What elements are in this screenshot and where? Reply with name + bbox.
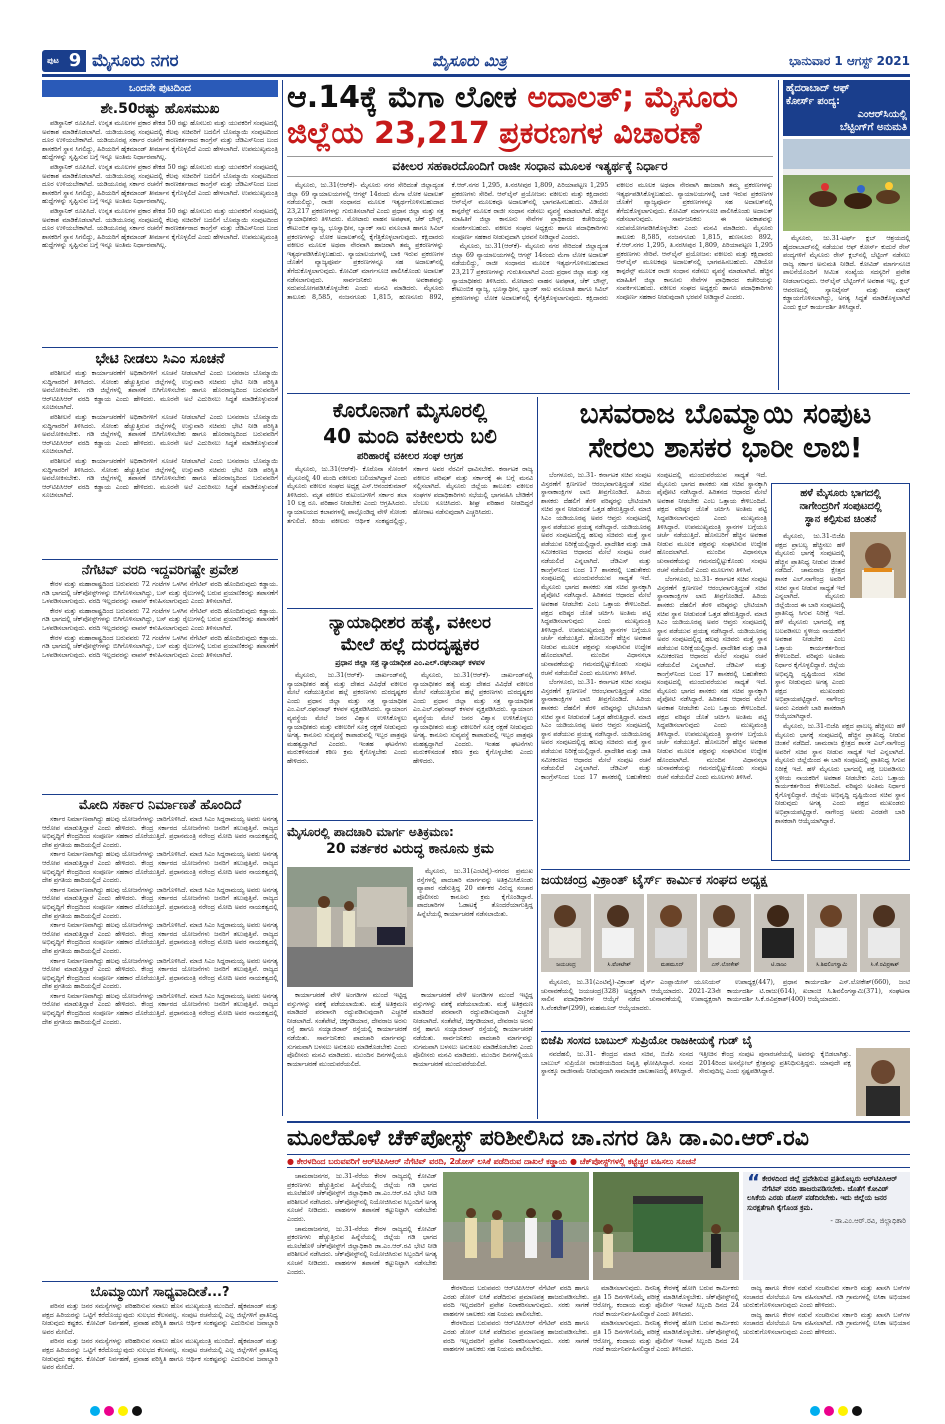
page-number: 9 (64, 50, 86, 72)
lok-adalat-story (287, 80, 773, 390)
union-photo-7 (860, 894, 910, 972)
union-photo-4 (700, 894, 750, 972)
portrait-lokesh (700, 894, 748, 958)
headline-black: ಆ.14ಕ್ಕೆ ಮೆಗಾ ಲೋಕ (287, 80, 517, 115)
footpath-photo (287, 867, 413, 987)
masthead-rule (42, 74, 910, 77)
lok-adalat-headline-line-1 (287, 80, 773, 116)
babul-photo (856, 1048, 910, 1116)
footpath-body: ಕಾರ್ಯಾಚರಣೆ ವೇಳೆ ಅಂಗಡಿಗಳ ಮುಂದೆ ಇಟ್ಟಿದ್ದ ವಸ್ತುಗಳನ್ನು ವಶಕ್ಕೆ ಪಡೆಯಲಾಯಿತು. ಮತ್ತೆ ಅತಿಕ್ರಮಣ ಮಾಡಿದರೆ ಪರವಾನಗಿ ರದ್ದುಪಡಿಸುವುದಾಗಿ ಎಚ್ಚರಿಕೆ ನೀಡಲಾಗಿದೆ. ಸಂತೆಪೇಟೆ, ಚಿಕ್ಕಗಡಿಯಾರ, ದೇವರಾಜ ಅರಸು ರಸ್ತೆ ಹಾಗೂ ಸಯ್ಯಾಜಿರಾವ್ ರಸ್ತೆಯಲ್ಲಿ ಕಾರ್ಯಾಚರಣೆ ನಡೆಯಿತು. ಸಾರ್ವಜನಿಕರು ಪಾದಚಾರಿ ಮಾರ್ಗವನ್ನು ಸುಗಮವಾಗಿ ಬಳಸಲು ಅನುಕೂಲ ಮಾಡಿಕೊಡಬೇಕು ಎಂದು ಪೊಲೀಸರು ಮನವಿ ಮಾಡಿದರು. ಮುಂದಿನ ದಿನಗಳಲ್ಲಿಯೂ ಕಾರ್ಯಾಚರಣೆ ಮುಂದುವರೆಯಲಿದೆ. ಕಾರ್ಯಾಚರಣೆ ವೇಳೆ ಅಂಗಡಿಗಳ ಮುಂದೆ ಇಟ್ಟಿದ್ದ ವಸ್ತುಗಳನ್ನು ವಶಕ್ಕೆ ಪಡೆಯಲಾಯಿತು. ಮತ್ತೆ ಅತಿಕ್ರಮಣ ಮಾಡಿದರೆ ಪರವಾನಗಿ ರದ್ದುಪಡಿಸುವುದಾಗಿ ಎಚ್ಚರಿಕೆ ನೀಡಲಾಗಿದೆ. ಸಂತೆಪೇಟೆ, ಚಿಕ್ಕಗಡಿಯಾರ, ದೇವರಾಜ ಅರಸು ರಸ್ತೆ ಹಾಗೂ ಸಯ್ಯಾಜಿರಾವ್ ರಸ್ತೆಯಲ್ಲಿ ಕಾರ್ಯಾಚರಣೆ ನಡೆಯಿತು. ಸಾರ್ವಜನಿಕರು ಪಾದಚಾರಿ ಮಾರ್ಗವನ್ನು ಸುಗಮವಾಗಿ ಬಳಸಲು ಅನುಕೂಲ ಮಾಡಿಕೊಡಬೇಕು ಎಂದು ಪೊಲೀಸರು ಮನವಿ ಮಾಡಿದರು. ಮುಂದಿನ ದಿನಗಳಲ್ಲಿಯೂ ಕಾರ್ಯಾಚರಣೆ ಮುಂದುವರೆಯಲಿದೆ. (287, 991, 533, 1068)
hyderabad-body: ಮೈಸೂರು, ಜು.31-ಟರ್ಫ್ ಕ್ಲಬ್ ಆಶ್ರಯದಲ್ಲಿ ಹೈದರಾಬಾದ್‌ನಲ್ಲಿ ನಡೆಯುವ ಆಫ್ ಕೋರ್ಸ್ ಕುದುರೆ ರೇಸ್ ಪಂದ್ಯಗಳಿಗೆ ಮೈಸೂರು ರೇಸ್ ಕ್ಲಬ್‌ನಲ್ಲಿ ಬೆಟ್ಟಿಂಗ್ ನಡೆಸಲು ರಾಜ್ಯ ಸರ್ಕಾರ ಅನುಮತಿ ನೀಡಿದೆ. ಕೋವಿಡ್ ಮಾರ್ಗಸೂಚಿ ಪಾಲನೆಯೊಂದಿಗೆ ಸೀಮಿತ ಸಂಖ್ಯೆಯ ಸದಸ್ಯರಿಗೆ ಪ್ರವೇಶ ನೀಡಲಾಗುವುದು. ಆನ್‌ಲೈನ್ ಬೆಟ್ಟಿಂಗ್‌ಗೆ ಅವಕಾಶ ಇಲ್ಲ. ಕ್ಲಬ್ ಆವರಣದಲ್ಲಿ ಸ್ಯಾನಿಟೈಸರ್ ಮತ್ತು ಮಾಸ್ಕ್ ಕಡ್ಡಾಯಗೊಳಿಸಲಾಗಿದ್ದು, ಅಗತ್ಯ ಸಿದ್ಧತೆ ಮಾಡಿಕೊಳ್ಳಲಾಗಿದೆ ಎಂದು ಕ್ಲಬ್ ಕಾರ್ಯದರ್ಶಿ ತಿಳಿಸಿದ್ದಾರೆ. (783, 234, 910, 311)
race-horses-image (783, 139, 910, 231)
dc-inspection-image (443, 1172, 589, 1280)
corona-title-2: 40 ಮಂದಿ ವಕೀಲರು ಬಲಿ (323, 424, 497, 448)
lok-adalat-subhead: ವಕೀಲರ ಸಹಕಾರದೊಂದಿಗೆ ರಾಜೀ ಸಂಧಾನ ಮೂಲಕ ಇತ್ಯರ್ಥಕ್ಕೆ ನಿರ್ಧಾರ (287, 156, 773, 177)
hyderabad-title (783, 80, 910, 136)
left-story-5-body: ಪರಿಸರ ಮತ್ತು ಜನರ ಸಮಸ್ಯೆಗಳನ್ನು ಪರಿಹರಿಸುವ ಸವಾಲು ಹೊಸ ಮುಖ್ಯಮಂತ್ರಿ ಮುಂದಿದೆ. ಹೈಕಮಾಂಡ್ ಮತ್ತು ಪಕ್ಷದ ಹಿರಿಯರನ್ನು ಒಟ್ಟಿಗೆ ಕರೆದೊಯ್ಯುವುದು ಸುಲಭದ ಕೆಲಸವಲ್ಲ. ಸಂಪುಟ ರಚನೆಯಲ್ಲಿ ಎಲ್ಲ ಜಿಲ್ಲೆಗಳಿಗೆ ಪ್ರಾತಿನಿಧ್ಯ ನೀಡುವುದು ಕಷ್ಟಕರ. ಕೋವಿಡ್ ನಿರ್ವಹಣೆ, ಪ್ರವಾಹ ಪರಿಸ್ಥಿತಿ ಹಾಗೂ ಆರ್ಥಿಕ ಸಂಕಷ್ಟವನ್ನು ಎದುರಿಸುವ ಜವಾಬ್ದಾರಿ ಅವರ ಮೇಲಿದೆ. ಪರಿಸರ ಮತ್ತು ಜನರ ಸಮಸ್ಯೆಗಳನ್ನು ಪರಿಹರಿಸುವ ಸವಾಲು ಹೊಸ ಮುಖ್ಯಮಂತ್ರಿ ಮುಂದಿದೆ. ಹೈಕಮಾಂಡ್ ಮತ್ತು ಪಕ್ಷದ ಹಿರಿಯರನ್ನು ಒಟ್ಟಿಗೆ ಕರೆದೊಯ್ಯುವುದು ಸುಲಭದ ಕೆಲಸವಲ್ಲ. ಸಂಪುಟ ರಚನೆಯಲ್ಲಿ ಎಲ್ಲ ಜಿಲ್ಲೆಗಳಿಗೆ ಪ್ರಾತಿನಿಧ್ಯ ನೀಡುವುದು ಕಷ್ಟಕರ. ಕೋವಿಡ್ ನಿರ್ವಹಣೆ, ಪ್ರವಾಹ ಪರಿಸ್ಥಿತಿ ಹಾಗೂ ಆರ್ಥಿಕ ಸಂಕಷ್ಟವನ್ನು ಎದುರಿಸುವ ಜವಾಬ್ದಾರಿ ಅವರ ಮೇಲಿದೆ. (42, 1302, 278, 1372)
corona-lawyers-story (287, 397, 533, 605)
registration-mark-magenta (104, 1406, 114, 1416)
checkpost-strip (287, 1154, 910, 1168)
registration-mark-magenta-2 (824, 1406, 834, 1416)
judge-subhead: ಪ್ರಧಾನ ಜಿಲ್ಲಾ ಸತ್ರ ನ್ಯಾಯಾಧೀಶ ಎಂ.ಎಲ್.ರಘುನಾಥ್ ಕಳವಳ (335, 658, 485, 667)
bommai-cabinet-story (541, 397, 910, 867)
left-story-3-body: ಕೇರಳ ಮತ್ತು ಮಹಾರಾಷ್ಟ್ರದಿಂದ ಬರುವವರು 72 ಗಂಟೆಗಳ ಒಳಗಿನ ನೆಗೆಟಿವ್ ವರದಿ ಹೊಂದಿರುವುದು ಕಡ್ಡಾಯ. ಗಡಿ ಭಾಗದಲ್ಲಿ ಚೆಕ್‌ಪೋಸ್ಟ್‌ಗಳನ್ನು ಬಿಗಿಗೊಳಿಸಲಾಗಿದ್ದು, ಬಸ್ ಮತ್ತು ರೈಲುಗಳಲ್ಲಿ ಬರುವ ಪ್ರಯಾಣಿಕರನ್ನು ತಪಾಸಣೆಗೆ ಒಳಪಡಿಸಲಾಗುವುದು. ವರದಿ ಇಲ್ಲದವರನ್ನು ವಾಪಸ್ ಕಳುಹಿಸಲಾಗುವುದು ಎಂದು ತಿಳಿಸಲಾಗಿದೆ. ಕೇರಳ ಮತ್ತು ಮಹಾರಾಷ್ಟ್ರದಿಂದ ಬರುವವರು 72 ಗಂಟೆಗಳ ಒಳಗಿನ ನೆಗೆಟಿವ್ ವರದಿ ಹೊಂದಿರುವುದು ಕಡ್ಡಾಯ. ಗಡಿ ಭಾಗದಲ್ಲಿ ಚೆಕ್‌ಪೋಸ್ಟ್‌ಗಳನ್ನು ಬಿಗಿಗೊಳಿಸಲಾಗಿದ್ದು, ಬಸ್ ಮತ್ತು ರೈಲುಗಳಲ್ಲಿ ಬರುವ ಪ್ರಯಾಣಿಕರನ್ನು ತಪಾಸಣೆಗೆ ಒಳಪಡಿಸಲಾಗುವುದು. ವರದಿ ಇಲ್ಲದವರನ್ನು ವಾಪಸ್ ಕಳುಹಿಸಲಾಗುವುದು ಎಂದು ತಿಳಿಸಲಾಗಿದೆ. ಕೇರಳ ಮತ್ತು ಮಹಾರಾಷ್ಟ್ರದಿಂದ ಬರುವವರು 72 ಗಂಟೆಗಳ ಒಳಗಿನ ನೆಗೆಟಿವ್ ವರದಿ ಹೊಂದಿರುವುದು ಕಡ್ಡಾಯ. ಗಡಿ ಭಾಗದಲ್ಲಿ ಚೆಕ್‌ಪೋಸ್ಟ್‌ಗಳನ್ನು ಬಿಗಿಗೊಳಿಸಲಾಗಿದ್ದು, ಬಸ್ ಮತ್ತು ರೈಲುಗಳಲ್ಲಿ ಬರುವ ಪ್ರಯಾಣಿಕರನ್ನು ತಪಾಸಣೆಗೆ ಒಳಪಡಿಸಲಾಗುವುದು. ವರದಿ ಇಲ್ಲದವರನ್ನು ವಾಪಸ್ ಕಳುಹಿಸಲಾಗುವುದು ಎಂದು ತಿಳಿಸಲಾಗಿದೆ. (42, 580, 278, 659)
caption: ಸಿ.ಕೆ.ರವಿಪ್ರಕಾಶ್ (870, 962, 900, 968)
checkpost-quote-box (743, 1172, 910, 1280)
hr-lead-bottom (287, 393, 910, 394)
left-story-4-body: ಸರ್ಕಾರ ನಿರ್ಮಾಣವಾಗಿದ್ದು ಹಲವು ಯೋಜನೆಗಳನ್ನು ಜಾರಿಗೊಳಿಸಿದೆ. ಮಾಜಿ ಸಿಎಂ ಸಿದ್ದರಾಮಯ್ಯ ಅವರು ಅನಗತ್ಯ ಆರೋಪ ಮಾಡುತ್ತಿದ್ದಾರೆ ಎಂದು ಹೇಳಿದರು. ಕೇಂದ್ರ ಸರ್ಕಾರದ ಯೋಜನೆಗಳು ಜನರಿಗೆ ತಲುಪುತ್ತಿವೆ. ರಾಜ್ಯದ ಅಭಿವೃದ್ಧಿಗೆ ಕೇಂದ್ರದಿಂದ ಸಂಪೂರ್ಣ ಸಹಕಾರ ದೊರೆಯುತ್ತಿದೆ. ಪ್ರಧಾನಮಂತ್ರಿ ನರೇಂದ್ರ ಮೋದಿ ಅವರ ನಾಯಕತ್ವದಲ್ಲಿ ದೇಶ ಪ್ರಗತಿಯ ಹಾದಿಯಲ್ಲಿದೆ ಎಂದರು. ಸರ್ಕಾರ ನಿರ್ಮಾಣವಾಗಿದ್ದು ಹಲವು ಯೋಜನೆಗಳನ್ನು ಜಾರಿಗೊಳಿಸಿದೆ. ಮಾಜಿ ಸಿಎಂ ಸಿದ್ದರಾಮಯ್ಯ ಅವರು ಅನಗತ್ಯ ಆರೋಪ ಮಾಡುತ್ತಿದ್ದಾರೆ ಎಂದು ಹೇಳಿದರು. ಕೇಂದ್ರ ಸರ್ಕಾರದ ಯೋಜನೆಗಳು ಜನರಿಗೆ ತಲುಪುತ್ತಿವೆ. ರಾಜ್ಯದ ಅಭಿವೃದ್ಧಿಗೆ ಕೇಂದ್ರದಿಂದ ಸಂಪೂರ್ಣ ಸಹಕಾರ ದೊರೆಯುತ್ತಿದೆ. ಪ್ರಧಾನಮಂತ್ರಿ ನರೇಂದ್ರ ಮೋದಿ ಅವರ ನಾಯಕತ್ವದಲ್ಲಿ ದೇಶ ಪ್ರಗತಿಯ ಹಾದಿಯಲ್ಲಿದೆ ಎಂದರು. ಸರ್ಕಾರ ನಿರ್ಮಾಣವಾಗಿದ್ದು ಹಲವು ಯೋಜನೆಗಳನ್ನು ಜಾರಿಗೊಳಿಸಿದೆ. ಮಾಜಿ ಸಿಎಂ ಸಿದ್ದರಾಮಯ್ಯ ಅವರು ಅನಗತ್ಯ ಆರೋಪ ಮಾಡುತ್ತಿದ್ದಾರೆ ಎಂದು ಹೇಳಿದರು. ಕೇಂದ್ರ ಸರ್ಕಾರದ ಯೋಜನೆಗಳು ಜನರಿಗೆ ತಲುಪುತ್ತಿವೆ. ರಾಜ್ಯದ ಅಭಿವೃದ್ಧಿಗೆ ಕೇಂದ್ರದಿಂದ ಸಂಪೂರ್ಣ ಸಹಕಾರ ದೊರೆಯುತ್ತಿದೆ. ಪ್ರಧಾನಮಂತ್ರಿ ನರೇಂದ್ರ ಮೋದಿ ಅವರ ನಾಯಕತ್ವದಲ್ಲಿ ದೇಶ ಪ್ರಗತಿಯ ಹಾದಿಯಲ್ಲಿದೆ ಎಂದರು. ಸರ್ಕಾರ ನಿರ್ಮಾಣವಾಗಿದ್ದು ಹಲವು ಯೋಜನೆಗಳನ್ನು ಜಾರಿಗೊಳಿಸಿದೆ. ಮಾಜಿ ಸಿಎಂ ಸಿದ್ದರಾಮಯ್ಯ ಅವರು ಅನಗತ್ಯ ಆರೋಪ ಮಾಡುತ್ತಿದ್ದಾರೆ ಎಂದು ಹೇಳಿದರು. ಕೇಂದ್ರ ಸರ್ಕಾರದ ಯೋಜನೆಗಳು ಜನರಿಗೆ ತಲುಪುತ್ತಿವೆ. ರಾಜ್ಯದ ಅಭಿವೃದ್ಧಿಗೆ ಕೇಂದ್ರದಿಂದ ಸಂಪೂರ್ಣ ಸಹಕಾರ ದೊರೆಯುತ್ತಿದೆ. ಪ್ರಧಾನಮಂತ್ರಿ ನರೇಂದ್ರ ಮೋದಿ ಅವರ ನಾಯಕತ್ವದಲ್ಲಿ ದೇಶ ಪ್ರಗತಿಯ ಹಾದಿಯಲ್ಲಿದೆ ಎಂದರು. ಸರ್ಕಾರ ನಿರ್ಮಾಣವಾಗಿದ್ದು ಹಲವು ಯೋಜನೆಗಳನ್ನು ಜಾರಿಗೊಳಿಸಿದೆ. ಮಾಜಿ ಸಿಎಂ ಸಿದ್ದರಾಮಯ್ಯ ಅವರು ಅನಗತ್ಯ ಆರೋಪ ಮಾಡುತ್ತಿದ್ದಾರೆ ಎಂದು ಹೇಳಿದರು. ಕೇಂದ್ರ ಸರ್ಕಾರದ ಯೋಜನೆಗಳು ಜನರಿಗೆ ತಲುಪುತ್ತಿವೆ. ರಾಜ್ಯದ ಅಭಿವೃದ್ಧಿಗೆ ಕೇಂದ್ರದಿಂದ ಸಂಪೂರ್ಣ ಸಹಕಾರ ದೊರೆಯುತ್ತಿದೆ. ಪ್ರಧಾನಮಂತ್ರಿ ನರೇಂದ್ರ ಮೋದಿ ಅವರ ನಾಯಕತ್ವದಲ್ಲಿ ದೇಶ ಪ್ರಗತಿಯ ಹಾದಿಯಲ್ಲಿದೆ ಎಂದರು. ಸರ್ಕಾರ ನಿರ್ಮಾಣವಾಗಿದ್ದು ಹಲವು ಯೋಜನೆಗಳನ್ನು ಜಾರಿಗೊಳಿಸಿದೆ. ಮಾಜಿ ಸಿಎಂ ಸಿದ್ದರಾಮಯ್ಯ ಅವರು ಅನಗತ್ಯ ಆರೋಪ ಮಾಡುತ್ತಿದ್ದಾರೆ ಎಂದು ಹೇಳಿದರು. ಕೇಂದ್ರ ಸರ್ಕಾರದ ಯೋಜನೆಗಳು ಜನರಿಗೆ ತಲುಪುತ್ತಿವೆ. ರಾಜ್ಯದ ಅಭಿವೃದ್ಧಿಗೆ ಕೇಂದ್ರದಿಂದ ಸಂಪೂರ್ಣ ಸಹಕಾರ ದೊರೆಯುತ್ತಿದೆ. ಪ್ರಧಾನಮಂತ್ರಿ ನರೇಂದ್ರ ಮೋದಿ ಅವರ ನಾಯಕತ್ವದಲ್ಲಿ ದೇಶ ಪ್ರಗತಿಯ ಹಾದಿಯಲ್ಲಿದೆ ಎಂದರು. (42, 815, 278, 1026)
union-body-right: ಉಪಾಧ್ಯಕ್ಷ(447), ಪ್ರಧಾನ ಕಾರ್ಯದರ್ಶಿ ಎಸ್.ಲೋಕೇಶ್(660), ಜಂಟಿ ಕಾರ್ಯದರ್ಶಿ ಟಿ.ರಾಜು(614), ಖಜಾಂಚಿ ಸಿ.ಶಿವಲಿಂಗಸ್ವಾಮಿ(371), ಸಂಘಟನಾ ಕಾರ್ಯದರ್ಶಿ ಸಿ.ಕೆ.ರವಿಪ್ರಕಾಶ್(400) ಆಯ್ಕೆಯಾದರು. (727, 978, 910, 1004)
portrait-jayachandra (541, 894, 589, 958)
footpath-title-2: 20 ವರ್ತಕರ ವಿರುದ್ಧ ಕಾನೂನು ಕ್ರಮ (326, 841, 494, 857)
continued-banner: ಒಂದನೇ ಪುಟದಿಂದ (42, 80, 278, 97)
checkpost-col-4: ರಾಜ್ಯ ಹಾಗೂ ಕೇರಳ ನಡುವೆ ಸಂಚರಿಸುವ ಸರ್ಕಾರಿ ಮತ್ತು ಖಾಸಗಿ ಬಸ್‌ಗಳ ಸಂಚಾರದ ಮೇಲೆಯೂ ನಿಗಾ ವಹಿಸಲಾಗಿದೆ. ಗಡಿ ಗ್ರಾಮಗಳಲ್ಲಿ ಲಸಿಕಾ ಅಭಿಯಾನ ಚುರುಕುಗೊಳಿಸಲಾಗುವುದು ಎಂದು ಹೇಳಿದರು. ರಾಜ್ಯ ಹಾಗೂ ಕೇರಳ ನಡುವೆ ಸಂಚರಿಸುವ ಸರ್ಕಾರಿ ಮತ್ತು ಖಾಸಗಿ ಬಸ್‌ಗಳ ಸಂಚಾರದ ಮೇಲೆಯೂ ನಿಗಾ ವಹಿಸಲಾಗಿದೆ. ಗಡಿ ಗ್ರಾಮಗಳಲ್ಲಿ ಲಸಿಕಾ ಅಭಿಯಾನ ಚುರುಕುಗೊಳಿಸಲಾಗುವುದು ಎಂದು ಹೇಳಿದರು. (743, 1284, 910, 1336)
hyd-title-4: ಬೆಟ್ಟಿಂಗ್‌ಗೆ ಅನುಮತಿ (840, 122, 907, 133)
paper-name: ಮೈಸೂರು ಮಿತ್ರ (432, 52, 507, 70)
checkpost-booth-image (593, 1172, 739, 1280)
bommai-title-2: ಸೇರಲು ಶಾಸಕರ ಭಾರೀ ಲಾಬಿ! (588, 431, 863, 464)
traffic-police-image (287, 867, 413, 987)
union-story (541, 869, 910, 1029)
registration-mark-black (132, 1406, 142, 1416)
strip-right: ಚೆಕ್‌ಪೋಸ್ಟ್‌ಗಳಲ್ಲಿ ಕಟ್ಟೆಚ್ಚರ ವಹಿಸಲು ಸೂಚನೆ (579, 1157, 696, 1166)
footpath-title-1: ಮೈಸೂರಲ್ಲಿ ಪಾದಚಾರಿ ಮಾರ್ಗ ಅತಿಕ್ರಮಣ: (287, 825, 454, 839)
registration-mark-yellow-2 (838, 1406, 848, 1416)
checkpost-headline: ಮೂಲೆಹೊಳೆ ಚೆಕ್‌ಪೋಸ್ಟ್ ಪರಿಶೀಲಿಸಿದ ಚಾ.ನಗರ ಡಿಸಿ ಡಾ.ಎಂ.ಆರ್.ರವಿ (287, 1126, 809, 1151)
mid-column-divider (537, 397, 538, 1119)
old-mysore-box (771, 483, 910, 861)
lok-adalat-headline-line-2 (287, 116, 773, 152)
babul-body: ನವದೆಹಲಿ, ಜು.31- ಕೇಂದ್ರದ ಮಾಜಿ ಸಚಿವ, ಬಿಜೆಪಿ ಸಂಸದ ಬಾಬುಲ್ ಸುಪ್ರಿಯೋ ರಾಜಕೀಯದಿಂದ ನಿವೃತ್ತಿ ಘೋಷಿಸಿದ್ದಾರೆ. ಸಂಸದ ಸ್ಥಾನಕ್ಕೂ ರಾಜೀನಾಮೆ ನೀಡುವುದಾಗಿ ಸಾಮಾಜಿಕ ಜಾಲತಾಣದಲ್ಲಿ ತಿಳಿಸಿದ್ದಾರೆ. ಇತ್ತೀಚಿನ ಕೇಂದ್ರ ಸಂಪುಟ ಪುನಾರಚನೆಯಲ್ಲಿ ಅವರನ್ನು ಕೈಬಿಡಲಾಗಿತ್ತು. 2014ರಿಂದ ಅಸನ್ಸೋಲ್ ಕ್ಷೇತ್ರವನ್ನು ಪ್ರತಿನಿಧಿಸುತ್ತಿದ್ದರು. ಯಾವುದೇ ಪಕ್ಷ ಸೇರುವುದಿಲ್ಲ ಎಂದು ಸ್ಪಷ್ಟಪಡಿಸಿದ್ದಾರೆ. (541, 1050, 851, 1076)
caption: ಸಿ.ವೆಂಕಟೇಶ್ (607, 962, 631, 968)
union-photo-1 (541, 894, 591, 972)
headline-red-2: ಜಿಲ್ಲೆಯ 23,217 (287, 116, 490, 151)
babul-portrait (856, 1048, 910, 1116)
masthead (42, 48, 910, 74)
left-story-1-body: ಪಡಿಸ್ಥಾನಿಕ್ ರೂಪಿಸಿದೆ. ಉನ್ನತ ಮೂಲಗಳ ಪ್ರಕಾರ ಶೇಕಡ 50 ರಷ್ಟು ಹೊಸಬರು ಮತ್ತು ಯುವಕರಿಗೆ ಸಂಪುಟದಲ್ಲಿ ಅವಕಾಶ ಮಾಡಿಕೊಡಲಾಗಿದೆ. ಯಡಿಯೂರಪ್ಪ ಸಂಪುಟದಲ್ಲಿ ಕೆಲವು ಸಚಿವರಿಗೆ ಬದಲಿಗೆ ಬೊಮ್ಮಾಯಿ ಸಂಪುಟದಿಂದ ದೂರ ಉಳಿಯಬೇಕಾಗಿದೆ. ಯಡಿಯೂರಪ್ಪ ಸರ್ಕಾರ ರಚನೆಗೆ ಕಾರಣಕರ್ತರಾದ ಕಾಂಗ್ರೆಸ್ ಮತ್ತು ಜೆಡಿಎಸ್‌ನಿಂದ ಬಂದ ಶಾಸಕರಿಗೆ ಸ್ಥಾನ ಸಿಗಲಿದ್ದು, ಹಿರಿಯರಿಗೆ ಹೈಕಮಾಂಡ್ ತೀರ್ಮಾನ ಕೈಗೊಳ್ಳಲಿದೆ ಎಂದು ಹೇಳಲಾಗಿದೆ. ಉಪಮುಖ್ಯಮಂತ್ರಿ ಹುದ್ದೆಗಳನ್ನು ಸೃಷ್ಟಿಸುವ ಬಗ್ಗೆ ಇನ್ನೂ ಅಂತಿಮ ನಿರ್ಧಾರವಾಗಿಲ್ಲ. ಪಡಿಸ್ಥಾನಿಕ್ ರೂಪಿಸಿದೆ. ಉನ್ನತ ಮೂಲಗಳ ಪ್ರಕಾರ ಶೇಕಡ 50 ರಷ್ಟು ಹೊಸಬರು ಮತ್ತು ಯುವಕರಿಗೆ ಸಂಪುಟದಲ್ಲಿ ಅವಕಾಶ ಮಾಡಿಕೊಡಲಾಗಿದೆ. ಯಡಿಯೂರಪ್ಪ ಸಂಪುಟದಲ್ಲಿ ಕೆಲವು ಸಚಿವರಿಗೆ ಬದಲಿಗೆ ಬೊಮ್ಮಾಯಿ ಸಂಪುಟದಿಂದ ದೂರ ಉಳಿಯಬೇಕಾಗಿದೆ. ಯಡಿಯೂರಪ್ಪ ಸರ್ಕಾರ ರಚನೆಗೆ ಕಾರಣಕರ್ತರಾದ ಕಾಂಗ್ರೆಸ್ ಮತ್ತು ಜೆಡಿಎಸ್‌ನಿಂದ ಬಂದ ಶಾಸಕರಿಗೆ ಸ್ಥಾನ ಸಿಗಲಿದ್ದು, ಹಿರಿಯರಿಗೆ ಹೈಕಮಾಂಡ್ ತೀರ್ಮಾನ ಕೈಗೊಳ್ಳಲಿದೆ ಎಂದು ಹೇಳಲಾಗಿದೆ. ಉಪಮುಖ್ಯಮಂತ್ರಿ ಹುದ್ದೆಗಳನ್ನು ಸೃಷ್ಟಿಸುವ ಬಗ್ಗೆ ಇನ್ನೂ ಅಂತಿಮ ನಿರ್ಧಾರವಾಗಿಲ್ಲ. ಪಡಿಸ್ಥಾನಿಕ್ ರೂಪಿಸಿದೆ. ಉನ್ನತ ಮೂಲಗಳ ಪ್ರಕಾರ ಶೇಕಡ 50 ರಷ್ಟು ಹೊಸಬರು ಮತ್ತು ಯುವಕರಿಗೆ ಸಂಪುಟದಲ್ಲಿ ಅವಕಾಶ ಮಾಡಿಕೊಡಲಾಗಿದೆ. ಯಡಿಯೂರಪ್ಪ ಸಂಪುಟದಲ್ಲಿ ಕೆಲವು ಸಚಿವರಿಗೆ ಬದಲಿಗೆ ಬೊಮ್ಮಾಯಿ ಸಂಪುಟದಿಂದ ದೂರ ಉಳಿಯಬೇಕಾಗಿದೆ. ಯಡಿಯೂರಪ್ಪ ಸರ್ಕಾರ ರಚನೆಗೆ ಕಾರಣಕರ್ತರಾದ ಕಾಂಗ್ರೆಸ್ ಮತ್ತು ಜೆಡಿಎಸ್‌ನಿಂದ ಬಂದ ಶಾಸಕರಿಗೆ ಸ್ಥಾನ ಸಿಗಲಿದ್ದು, ಹಿರಿಯರಿಗೆ ಹೈಕಮಾಂಡ್ ತೀರ್ಮಾನ ಕೈಗೊಳ್ಳಲಿದೆ ಎಂದು ಹೇಳಲಾಗಿದೆ. ಉಪಮುಖ್ಯಮಂತ್ರಿ ಹುದ್ದೆಗಳನ್ನು ಸೃಷ್ಟಿಸುವ ಬಗ್ಗೆ ಇನ್ನೂ ಅಂತಿಮ ನಿರ್ಧಾರವಾಗಿಲ್ಲ. (42, 119, 278, 250)
portrait-raju (754, 894, 802, 958)
old-mysore-title-3: ಸ್ಥಾನ ಕಲ್ಪಿಸುವ ಚಿಂತನೆ (804, 514, 877, 525)
judge-title-2: ಮೇಲೆ ಹಲ್ಲೆ ದುರದೃಷ್ಟಕರ (340, 635, 480, 655)
corona-body: ಮೈಸೂರು, ಜು.31(ಆರ್‌ಕೆ)- ಕೊರೊನಾ ಸೋಂಕಿಗೆ ಮೈಸೂರಲ್ಲಿ 40 ಮಂದಿ ವಕೀಲರು ಬಲಿಯಾಗಿದ್ದಾರೆ ಎಂದು ಮೈಸೂರು ವಕೀಲರ ಸಂಘದ ಅಧ್ಯಕ್ಷ ಎಸ್.ಆನಂದಕುಮಾರ್ ತಿಳಿಸಿದರು. ಮೃತ ವಕೀಲರ ಕುಟುಂಬಗಳಿಗೆ ಸರ್ಕಾರ ತಲಾ 10 ಲಕ್ಷ ರೂ. ಪರಿಹಾರ ನೀಡಬೇಕು ಎಂದು ಆಗ್ರಹಿಸಿದರು. ನ್ಯಾಯಾಲಯದ ಕಲಾಪಗಳಲ್ಲಿ ಪಾಲ್ಗೊಂಡಿದ್ದ ವೇಳೆ ಸೋಂಕು ತಗುಲಿದೆ. ಕಿರಿಯ ವಕೀಲರು ಆರ್ಥಿಕ ಸಂಕಷ್ಟದಲ್ಲಿದ್ದು, ಸರ್ಕಾರ ಅವರ ನೆರವಿಗೆ ಧಾವಿಸಬೇಕು. ಕರ್ನಾಟಕ ರಾಜ್ಯ ವಕೀಲರ ಪರಿಷತ್ ಮತ್ತು ಸರ್ಕಾರಕ್ಕೆ ಈ ಬಗ್ಗೆ ಮನವಿ ಸಲ್ಲಿಸಲಾಗಿದೆ. ಮೈಸೂರು ಜಿಲ್ಲೆಯ ತಾಲೂಕು ವಕೀಲರ ಸಂಘಗಳ ಪದಾಧಿಕಾರಿಗಳು ಸಭೆಯಲ್ಲಿ ಭಾಗವಹಿಸಿ ಬೇಡಿಕೆಗೆ ಬೆಂಬಲ ಸೂಚಿಸಿದರು. ಶೀಘ್ರ ಪರಿಹಾರ ನೀಡದಿದ್ದರೆ ಹೋರಾಟ ನಡೆಸುವುದಾಗಿ ಎಚ್ಚರಿಸಿದರು. (287, 465, 533, 525)
hyderabad-race-story (778, 80, 910, 390)
judge-title-1: ನ್ಯಾಯಾಧೀಶರ ಹತ್ಯೆ, ವಕೀಲರ (328, 613, 492, 633)
union-photo-5 (754, 894, 804, 972)
babul-title: ಬಿಜೆಪಿ ಸಂಸದ ಬಾಬುಲ್ ಸುಪ್ರಿಯೋ ರಾಜಕೀಯಕ್ಕೆ ಗುಡ್ ಬೈ (541, 1034, 753, 1047)
section-name: ಮೈಸೂರು ನಗರ (92, 51, 179, 71)
left-story-2-title: ಭೇಟಿ ನೀಡಲು ಸಿಎಂ ಸೂಚನೆ (42, 347, 278, 367)
quote-author: - ಡಾ.ಎಂ.ಆರ್.ರವಿ, ಜಿಲ್ಲಾಧಿಕಾರಿ (830, 1217, 906, 1225)
union-photo-6 (807, 894, 857, 972)
union-title: ಜಯಚಂದ್ರ ವಿಕ್ರಾಂತ್ ಟೈರ್ಸ್ ಕಾರ್ಮಿಕ ಸಂಘದ ಅಧ್ಯಕ್ಷ (541, 873, 768, 888)
caption: ಎಸ್.ಲೋಕೇಶ್ (711, 962, 740, 968)
left-story-5-title: ಬೊಮ್ಮಾಯಿಗೆ ಸಾಧ್ಯವಾದೀತೆ...? (42, 1281, 278, 1300)
checkpost-col-3: ಮಾಡಿಸಲಾಗುವುದು. ದಿನನಿತ್ಯ ಕೇರಳಕ್ಕೆ ಹೋಗಿ ಬರುವ ಕಾರ್ಮಿಕರು ಪ್ರತಿ 15 ದಿನಗಳಿಗೊಮ್ಮೆ ಪರೀಕ್ಷೆ ಮಾಡಿಸಿಕೊಳ್ಳಬೇಕು. ಚೆಕ್‌ಪೋಸ್ಟ್‌ನಲ್ಲಿ ಆರೋಗ್ಯ, ಕಂದಾಯ ಮತ್ತು ಪೊಲೀಸ್ ಇಲಾಖೆ ಸಿಬ್ಬಂದಿ ದಿನದ 24 ಗಂಟೆ ಕಾರ್ಯನಿರ್ವಹಿಸಲಿದ್ದಾರೆ ಎಂದು ತಿಳಿಸಿದರು. ಮಾಡಿಸಲಾಗುವುದು. ದಿನನಿತ್ಯ ಕೇರಳಕ್ಕೆ ಹೋಗಿ ಬರುವ ಕಾರ್ಮಿಕರು ಪ್ರತಿ 15 ದಿನಗಳಿಗೊಮ್ಮೆ ಪರೀಕ್ಷೆ ಮಾಡಿಸಿಕೊಳ್ಳಬೇಕು. ಚೆಕ್‌ಪೋಸ್ಟ್‌ನಲ್ಲಿ ಆರೋಗ್ಯ, ಕಂದಾಯ ಮತ್ತು ಪೊಲೀಸ್ ಇಲಾಖೆ ಸಿಬ್ಬಂದಿ ದಿನದ 24 ಗಂಟೆ ಕಾರ್ಯನಿರ್ವಹಿಸಲಿದ್ದಾರೆ ಎಂದು ತಿಳಿಸಿದರು. (593, 1284, 739, 1354)
portrait-raviprakash (860, 894, 908, 958)
bommai-title-1: ಬಸವರಾಜ ಬೊಮ್ಮಾಯಿ ಸಂಪುಟ (579, 397, 872, 430)
checkpost-photo-2 (593, 1172, 739, 1280)
old-mysore-title-2: ನಾಗೇಂದ್ರರಿಗೆ ಸಂಪುಟದಲ್ಲಿ (799, 501, 882, 512)
race-photo (783, 139, 910, 231)
checkpost-photo-1 (443, 1172, 589, 1280)
left-story-4-title: ಮೋದಿ ಸರ್ಕಾರ ನಿರ್ಮಾಣತೆ ಹೊಂದಿದೆ (42, 794, 278, 813)
union-photo-3 (647, 894, 697, 972)
quote-text: ಕೇರಳದಿಂದ ಜಿಲ್ಲೆ ಪ್ರವೇಶಿಸುವ ಪ್ರತಿಯೊಬ್ಬರು ಆರ್‌ಟಿಪಿಸಿಆರ್ ನೆಗೆಟಿವ್ ವರದಿ ಹಾಜರುಪಡಿಸಬೇಕು. ಜೊತೆಗೆ ಕೋವಿಡ್ ಲಸಿಕೆಯ ಎರಡು ಡೋಸ್ ಪಡೆದಿರಬೇಕು. ಇದು ಜಿಲ್ಲೆಯ ಜನರ ಸುರಕ್ಷತೆಗಾಗಿ ಕೈಗೊಂಡ ಕ್ರಮ. (747, 1175, 898, 1212)
hyd-title-3: ಎಂಆರ್‌ಸಿಯಲ್ಲಿ (857, 109, 907, 120)
old-mysore-title (775, 487, 906, 526)
quote-mark-icon: “ (747, 1170, 761, 1194)
footpath-intro: ಮೈಸೂರು, ಜು.31(ಎಂಟಿವೈ)-ನಗರದ ಪ್ರಮುಖ ರಸ್ತೆಗಳಲ್ಲಿ ಪಾದಚಾರಿ ಮಾರ್ಗವನ್ನು ಅತಿಕ್ರಮಿಸಿಕೊಂಡು ವ್ಯಾಪಾರ ನಡೆಸುತ್ತಿದ್ದ 20 ವರ್ತಕರ ವಿರುದ್ಧ ಸಂಚಾರ ಪೊಲೀಸರು ಕಾನೂನು ಕ್ರಮ ಕೈಗೊಂಡಿದ್ದಾರೆ. ಪಾದಚಾರಿಗಳ ಓಡಾಟಕ್ಕೆ ತೊಂದರೆಯಾಗುತ್ತಿದ್ದ ಹಿನ್ನೆಲೆಯಲ್ಲಿ ಕಾರ್ಯಾಚರಣೆ ನಡೆಸಲಾಯಿತು. (417, 867, 533, 918)
registration-mark-yellow (118, 1406, 128, 1416)
checkpost-col-1: ಚಾಮರಾಜನಗರ, ಜು.31-ನೆರೆಯ ಕೇರಳ ರಾಜ್ಯದಲ್ಲಿ ಕೋವಿಡ್ ಪ್ರಕರಣಗಳು ಹೆಚ್ಚುತ್ತಿರುವ ಹಿನ್ನೆಲೆಯಲ್ಲಿ ಜಿಲ್ಲೆಯ ಗಡಿ ಭಾಗದ ಮೂಲೆಹೊಳೆ ಚೆಕ್‌ಪೋಸ್ಟ್‌ಗೆ ಜಿಲ್ಲಾಧಿಕಾರಿ ಡಾ.ಎಂ.ಆರ್.ರವಿ ಭೇಟಿ ನೀಡಿ ಪರಿಶೀಲನೆ ನಡೆಸಿದರು. ಚೆಕ್‌ಪೋಸ್ಟ್‌ನಲ್ಲಿ ನಿಯೋಜಿಸಿರುವ ಸಿಬ್ಬಂದಿಗೆ ಅಗತ್ಯ ಸೂಚನೆ ನೀಡಿದರು. ವಾಹನಗಳ ತಪಾಸಣೆ ಕಟ್ಟುನಿಟ್ಟಾಗಿ ನಡೆಸಬೇಕು ಎಂದರು. ಚಾಮರಾಜನಗರ, ಜು.31-ನೆರೆಯ ಕೇರಳ ರಾಜ್ಯದಲ್ಲಿ ಕೋವಿಡ್ ಪ್ರಕರಣಗಳು ಹೆಚ್ಚುತ್ತಿರುವ ಹಿನ್ನೆಲೆಯಲ್ಲಿ ಜಿಲ್ಲೆಯ ಗಡಿ ಭಾಗದ ಮೂಲೆಹೊಳೆ ಚೆಕ್‌ಪೋಸ್ಟ್‌ಗೆ ಜಿಲ್ಲಾಧಿಕಾರಿ ಡಾ.ಎಂ.ಆರ್.ರವಿ ಭೇಟಿ ನೀಡಿ ಪರಿಶೀಲನೆ ನಡೆಸಿದರು. ಚೆಕ್‌ಪೋಸ್ಟ್‌ನಲ್ಲಿ ನಿಯೋಜಿಸಿರುವ ಸಿಬ್ಬಂದಿಗೆ ಅಗತ್ಯ ಸೂಚನೆ ನೀಡಿದರು. ವಾಹನಗಳ ತಪಾಸಣೆ ಕಟ್ಟುನಿಟ್ಟಾಗಿ ನಡೆಸಬೇಕು ಎಂದರು. (287, 1172, 437, 1276)
old-mysore-body: ಮೈಸೂರು, ಜು.31-ಬಿಜೆಪಿ ಪಕ್ಷದ ಪ್ರಾಬಲ್ಯ ಹೆಚ್ಚಿಸಲು ಹಳೆ ಮೈಸೂರು ಭಾಗಕ್ಕೆ ಸಂಪುಟದಲ್ಲಿ ಹೆಚ್ಚಿನ ಪ್ರಾತಿನಿಧ್ಯ ನೀಡುವ ಚಿಂತನೆ ನಡೆದಿದೆ. ಚಾಮರಾಜ ಕ್ಷೇತ್ರದ ಶಾಸಕ ಎಲ್.ನಾಗೇಂದ್ರ ಅವರಿಗೆ ಸಚಿವ ಸ್ಥಾನ ನೀಡುವ ಸಾಧ್ಯತೆ ಇದೆ ಎನ್ನಲಾಗಿದೆ. ಮೈಸೂರು ಜಿಲ್ಲೆಯಿಂದ ಈ ಬಾರಿ ಸಂಪುಟದಲ್ಲಿ ಪ್ರಾತಿನಿಧ್ಯ ಸಿಗುವ ನಿರೀಕ್ಷೆ ಇದೆ. ಹಳೆ ಮೈಸೂರು ಭಾಗದಲ್ಲಿ ಪಕ್ಷ ಬಲಪಡಿಸಲು ಸ್ಥಳೀಯ ನಾಯಕರಿಗೆ ಅವಕಾಶ ನೀಡಬೇಕು ಎಂಬ ಒತ್ತಾಯ ಕಾರ್ಯಕರ್ತರಿಂದ ಕೇಳಿಬಂದಿದೆ. ವರಿಷ್ಠರು ಅಂತಿಮ ನಿರ್ಧಾರ ಕೈಗೊಳ್ಳಲಿದ್ದಾರೆ. ಜಿಲ್ಲೆಯ ಅಭಿವೃದ್ಧಿ ದೃಷ್ಟಿಯಿಂದ ಸಚಿವ ಸ್ಥಾನ ನೀಡುವುದು ಅಗತ್ಯ ಎಂದು ಪಕ್ಷದ ಮುಖಂಡರು ಅಭಿಪ್ರಾಯಪಟ್ಟಿದ್ದಾರೆ. ನಾಗೇಂದ್ರ ಅವರು ಎರಡನೇ ಬಾರಿ ಶಾಸಕರಾಗಿ ಆಯ್ಕೆಯಾಗಿದ್ದಾರೆ. ಮೈಸೂರು, ಜು.31-ಬಿಜೆಪಿ ಪಕ್ಷದ ಪ್ರಾಬಲ್ಯ ಹೆಚ್ಚಿಸಲು ಹಳೆ ಮೈಸೂರು ಭಾಗಕ್ಕೆ ಸಂಪುಟದಲ್ಲಿ ಹೆಚ್ಚಿನ ಪ್ರಾತಿನಿಧ್ಯ ನೀಡುವ ಚಿಂತನೆ ನಡೆದಿದೆ. ಚಾಮರಾಜ ಕ್ಷೇತ್ರದ ಶಾಸಕ ಎಲ್.ನಾಗೇಂದ್ರ ಅವರಿಗೆ ಸಚಿವ ಸ್ಥಾನ ನೀಡುವ ಸಾಧ್ಯತೆ ಇದೆ ಎನ್ನಲಾಗಿದೆ. ಮೈಸೂರು ಜಿಲ್ಲೆಯಿಂದ ಈ ಬಾರಿ ಸಂಪುಟದಲ್ಲಿ ಪ್ರಾತಿನಿಧ್ಯ ಸಿಗುವ ನಿರೀಕ್ಷೆ ಇದೆ. ಹಳೆ ಮೈಸೂರು ಭಾಗದಲ್ಲಿ ಪಕ್ಷ ಬಲಪಡಿಸಲು ಸ್ಥಳೀಯ ನಾಯಕರಿಗೆ ಅವಕಾಶ ನೀಡಬೇಕು ಎಂಬ ಒತ್ತಾಯ ಕಾರ್ಯಕರ್ತರಿಂದ ಕೇಳಿಬಂದಿದೆ. ವರಿಷ್ಠರು ಅಂತಿಮ ನಿರ್ಧಾರ ಕೈಗೊಳ್ಳಲಿದ್ದಾರೆ. ಜಿಲ್ಲೆಯ ಅಭಿವೃದ್ಧಿ ದೃಷ್ಟಿಯಿಂದ ಸಚಿವ ಸ್ಥಾನ ನೀಡುವುದು ಅಗತ್ಯ ಎಂದು ಪಕ್ಷದ ಮುಖಂಡರು ಅಭಿಪ್ರಾಯಪಟ್ಟಿದ್ದಾರೆ. ನಾಗೇಂದ್ರ ಅವರು ಎರಡನೇ ಬಾರಿ ಶಾಸಕರಾಗಿ ಆಯ್ಕೆಯಾಗಿದ್ದಾರೆ. (775, 532, 905, 825)
left-column (42, 80, 278, 1380)
caption: ಮಹಮೂದ್ (660, 962, 684, 968)
portrait-venkatesh (594, 894, 642, 958)
babul-story (541, 1031, 910, 1119)
portrait-mahmood (647, 894, 695, 958)
footpath-story (287, 820, 533, 1120)
strip-bullet-icon: ● (287, 1157, 294, 1166)
union-body-left: ಮೈಸೂರು, ಜು.31(ಎಂಟಿವೈ)-ವಿಕ್ರಾಂತ್ ಟೈರ್ಸ್ ಎಂಪ್ಲಾಯೀಸ್ ಯೂನಿಯನ್ ಚುನಾವಣೆಯಲ್ಲಿ ಜಯಚಂದ್ರ(328) ಅಧ್ಯಕ್ಷರಾಗಿ ಆಯ್ಕೆಯಾದರು. 2021-23ನೇ ಸಾಲಿನ ಪದಾಧಿಕಾರಿಗಳ ಆಯ್ಕೆಗೆ ನಡೆದ ಚುನಾವಣೆಯಲ್ಲಿ ಉಪಾಧ್ಯಕ್ಷರಾಗಿ ಸಿ.ವೆಂಕಟೇಶ್(299), ಮಹಮೂದ್ ಆಯ್ಕೆಯಾದರು. (541, 978, 721, 1012)
left-column-divider (282, 80, 283, 1116)
page-tag: ಪುಟ (42, 50, 64, 72)
headline-red: ಅದಾಲತ್; ಮೈಸೂರು (527, 80, 738, 115)
left-story-2-body: ಪರಿಶೀಲನೆ ಮತ್ತು ಕಾರ್ಯಾಚರಣೆಗೆ ಅಧಿಕಾರಿಗಳಿಗೆ ಸೂಚನೆ ನೀಡಲಾಗಿದೆ ಎಂದು ಬಸವರಾಜ ಬೊಮ್ಮಾಯಿ ಸುದ್ದಿಗಾರರಿಗೆ ತಿಳಿಸಿದರು. ಸೋಂಕು ಹೆಚ್ಚುತ್ತಿರುವ ಜಿಲ್ಲೆಗಳಲ್ಲಿ ಉಸ್ತುವಾರಿ ಸಚಿವರು ಭೇಟಿ ನೀಡಿ ಪರಿಸ್ಥಿತಿ ಅವಲೋಕಿಸಬೇಕು. ಗಡಿ ಜಿಲ್ಲೆಗಳಲ್ಲಿ ತಪಾಸಣೆ ಬಿಗಿಗೊಳಿಸಬೇಕು ಹಾಗೂ ಹೊರರಾಜ್ಯದಿಂದ ಬರುವವರಿಗೆ ಆರ್‌ಟಿಪಿಸಿಆರ್ ವರದಿ ಕಡ್ಡಾಯ ಎಂದು ಹೇಳಿದರು. ಮೂರನೇ ಅಲೆ ಎದುರಿಸಲು ಸಿದ್ಧತೆ ಮಾಡಿಕೊಳ್ಳುವಂತೆ ಸೂಚಿಸಲಾಗಿದೆ. ಪರಿಶೀಲನೆ ಮತ್ತು ಕಾರ್ಯಾಚರಣೆಗೆ ಅಧಿಕಾರಿಗಳಿಗೆ ಸೂಚನೆ ನೀಡಲಾಗಿದೆ ಎಂದು ಬಸವರಾಜ ಬೊಮ್ಮಾಯಿ ಸುದ್ದಿಗಾರರಿಗೆ ತಿಳಿಸಿದರು. ಸೋಂಕು ಹೆಚ್ಚುತ್ತಿರುವ ಜಿಲ್ಲೆಗಳಲ್ಲಿ ಉಸ್ತುವಾರಿ ಸಚಿವರು ಭೇಟಿ ನೀಡಿ ಪರಿಸ್ಥಿತಿ ಅವಲೋಕಿಸಬೇಕು. ಗಡಿ ಜಿಲ್ಲೆಗಳಲ್ಲಿ ತಪಾಸಣೆ ಬಿಗಿಗೊಳಿಸಬೇಕು ಹಾಗೂ ಹೊರರಾಜ್ಯದಿಂದ ಬರುವವರಿಗೆ ಆರ್‌ಟಿಪಿಸಿಆರ್ ವರದಿ ಕಡ್ಡಾಯ ಎಂದು ಹೇಳಿದರು. ಮೂರನೇ ಅಲೆ ಎದುರಿಸಲು ಸಿದ್ಧತೆ ಮಾಡಿಕೊಳ್ಳುವಂತೆ ಸೂಚಿಸಲಾಗಿದೆ. ಪರಿಶೀಲನೆ ಮತ್ತು ಕಾರ್ಯಾಚರಣೆಗೆ ಅಧಿಕಾರಿಗಳಿಗೆ ಸೂಚನೆ ನೀಡಲಾಗಿದೆ ಎಂದು ಬಸವರಾಜ ಬೊಮ್ಮಾಯಿ ಸುದ್ದಿಗಾರರಿಗೆ ತಿಳಿಸಿದರು. ಸೋಂಕು ಹೆಚ್ಚುತ್ತಿರುವ ಜಿಲ್ಲೆಗಳಲ್ಲಿ ಉಸ್ತುವಾರಿ ಸಚಿವರು ಭೇಟಿ ನೀಡಿ ಪರಿಸ್ಥಿತಿ ಅವಲೋಕಿಸಬೇಕು. ಗಡಿ ಜಿಲ್ಲೆಗಳಲ್ಲಿ ತಪಾಸಣೆ ಬಿಗಿಗೊಳಿಸಬೇಕು ಹಾಗೂ ಹೊರರಾಜ್ಯದಿಂದ ಬರುವವರಿಗೆ ಆರ್‌ಟಿಪಿಸಿಆರ್ ವರದಿ ಕಡ್ಡಾಯ ಎಂದು ಹೇಳಿದರು. ಮೂರನೇ ಅಲೆ ಎದುರಿಸಲು ಸಿದ್ಧತೆ ಮಾಡಿಕೊಳ್ಳುವಂತೆ ಸೂಚಿಸಲಾಗಿದೆ. (42, 369, 278, 500)
caption: ಟಿ.ರಾಜು (770, 962, 787, 968)
strip-left: ಕೇರಳದಿಂದ ಬರುವವರಿಗೆ ಆರ್‌ಟಿಪಿಸಿಆರ್ ನೆಗೆಟಿವ್ ವರದಿ, 2ಡೋಸ್ ಲಸಿಕೆ ಪಡೆದಿರುವ ದಾಖಲೆ ಕಡ್ಡಾಯ (296, 1157, 568, 1166)
checkpost-col-2: ಕೇರಳದಿಂದ ಬರುವವರು ಆರ್‌ಟಿಪಿಸಿಆರ್ ನೆಗೆಟಿವ್ ವರದಿ ಹಾಗೂ ಎರಡು ಡೋಸ್ ಲಸಿಕೆ ಪಡೆದಿರುವ ಪ್ರಮಾಣಪತ್ರ ಹಾಜರುಪಡಿಸಬೇಕು. ವರದಿ ಇಲ್ಲದವರಿಗೆ ಪ್ರವೇಶ ನಿರಾಕರಿಸಲಾಗುವುದು. ಸರಕು ಸಾಗಣೆ ವಾಹನಗಳ ಚಾಲಕರು ಸಹ ನಿಯಮ ಪಾಲಿಸಬೇಕು. ಕೇರಳದಿಂದ ಬರುವವರು ಆರ್‌ಟಿಪಿಸಿಆರ್ ನೆಗೆಟಿವ್ ವರದಿ ಹಾಗೂ ಎರಡು ಡೋಸ್ ಲಸಿಕೆ ಪಡೆದಿರುವ ಪ್ರಮಾಣಪತ್ರ ಹಾಜರುಪಡಿಸಬೇಕು. ವರದಿ ಇಲ್ಲದವರಿಗೆ ಪ್ರವೇಶ ನಿರಾಕರಿಸಲಾಗುವುದು. ಸರಕು ಸಾಗಣೆ ವಾಹನಗಳ ಚಾಲಕರು ಸಹ ನಿಯಮ ಪಾಲಿಸಬೇಕು. (443, 1284, 589, 1354)
issue-date: ಭಾನುವಾರ 1 ಆಗಸ್ಟ್ 2021 (788, 54, 910, 68)
judge-body: ಮೈಸೂರು, ಜು.31(ಆರ್‌ಕೆ)- ಜಾರ್ಖಂಡ್‌ನಲ್ಲಿ ನ್ಯಾಯಾಧೀಶರ ಹತ್ಯೆ ಮತ್ತು ದೇಶದ ವಿವಿಧೆಡೆ ವಕೀಲರ ಮೇಲೆ ನಡೆಯುತ್ತಿರುವ ಹಲ್ಲೆ ಪ್ರಕರಣಗಳು ದುರದೃಷ್ಟಕರ ಎಂದು ಪ್ರಧಾನ ಜಿಲ್ಲಾ ಮತ್ತು ಸತ್ರ ನ್ಯಾಯಾಧೀಶ ಎಂ.ಎಲ್.ರಘುನಾಥ್ ಕಳವಳ ವ್ಯಕ್ತಪಡಿಸಿದರು. ನ್ಯಾಯಾಂಗ ವ್ಯವಸ್ಥೆಯ ಮೇಲೆ ಜನರ ವಿಶ್ವಾಸ ಉಳಿಸಿಕೊಳ್ಳಲು ನ್ಯಾಯಾಧೀಶರು ಮತ್ತು ವಕೀಲರಿಗೆ ಸೂಕ್ತ ರಕ್ಷಣೆ ನೀಡುವುದು ಅಗತ್ಯ. ಕಾನೂನು ಸುವ್ಯವಸ್ಥೆ ಕಾಪಾಡುವಲ್ಲಿ ಇಬ್ಬರ ಪಾತ್ರವೂ ಮಹತ್ವದ್ದಾಗಿದೆ ಎಂದರು. ಇಂತಹ ಘಟನೆಗಳು ಮರುಕಳಿಸದಂತೆ ಕಠಿಣ ಕ್ರಮ ಕೈಗೊಳ್ಳಬೇಕು ಎಂದು ಹೇಳಿದರು. ಮೈಸೂರು, ಜು.31(ಆರ್‌ಕೆ)- ಜಾರ್ಖಂಡ್‌ನಲ್ಲಿ ನ್ಯಾಯಾಧೀಶರ ಹತ್ಯೆ ಮತ್ತು ದೇಶದ ವಿವಿಧೆಡೆ ವಕೀಲರ ಮೇಲೆ ನಡೆಯುತ್ತಿರುವ ಹಲ್ಲೆ ಪ್ರಕರಣಗಳು ದುರದೃಷ್ಟಕರ ಎಂದು ಪ್ರಧಾನ ಜಿಲ್ಲಾ ಮತ್ತು ಸತ್ರ ನ್ಯಾಯಾಧೀಶ ಎಂ.ಎಲ್.ರಘುನಾಥ್ ಕಳವಳ ವ್ಯಕ್ತಪಡಿಸಿದರು. ನ್ಯಾಯಾಂಗ ವ್ಯವಸ್ಥೆಯ ಮೇಲೆ ಜನರ ವಿಶ್ವಾಸ ಉಳಿಸಿಕೊಳ್ಳಲು ನ್ಯಾಯಾಧೀಶರು ಮತ್ತು ವಕೀಲರಿಗೆ ಸೂಕ್ತ ರಕ್ಷಣೆ ನೀಡುವುದು ಅಗತ್ಯ. ಕಾನೂನು ಸುವ್ಯವಸ್ಥೆ ಕಾಪಾಡುವಲ್ಲಿ ಇಬ್ಬರ ಪಾತ್ರವೂ ಮಹತ್ವದ್ದಾಗಿದೆ ಎಂದರು. ಇಂತಹ ಘಟನೆಗಳು ಮರುಕಳಿಸದಂತೆ ಕಠಿಣ ಕ್ರಮ ಕೈಗೊಳ್ಳಬೇಕು ಎಂದು ಹೇಳಿದರು. (287, 671, 533, 765)
hr-checkpost-top (287, 1121, 910, 1123)
left-story-1-title: ಶೇ.50ರಷ್ಟು ಹೊಸಮುಖ (100, 101, 220, 117)
corona-title-1: ಕೊರೊನಾಗೆ ಮೈಸೂರಲ್ಲಿ (332, 398, 488, 422)
left-story-3-title: ನೆಗೆಟಿವ್ ವರದಿ ಇದ್ದವರಿಗಷ್ಟೇ ಪ್ರವೇಶ (42, 559, 278, 578)
registration-mark-black-2 (852, 1406, 862, 1416)
old-mysore-title-1: ಹಳೆ ಮೈಸೂರು ಭಾಗದಲ್ಲಿ (800, 488, 881, 499)
union-photo-row (541, 894, 910, 972)
judge-story (287, 608, 533, 818)
hyd-title-2: ಕೋರ್ಸ್ ಪಂದ್ಯ: (786, 96, 841, 107)
corona-subhead: ಪರಿಹಾರಕ್ಕೆ ವಕೀಲರ ಸಂಘ ಆಗ್ರಹ (356, 451, 464, 462)
caption: ಸಿ.ಶಿವಲಿಂಗಸ್ವಾಮಿ (816, 962, 848, 968)
strip-bullet-icon: ● (569, 1157, 577, 1166)
registration-mark-cyan-2 (810, 1406, 820, 1416)
portrait-shivalingaswamy (807, 894, 855, 958)
union-photo-2 (594, 894, 644, 972)
headline-red-3: ಪ್ರಕರಣಗಳ ವಿಚಾರಣೆ (499, 116, 702, 151)
registration-mark-cyan (90, 1406, 100, 1416)
lok-adalat-body: ಮೈಸೂರು, ಜು.31(ಆರ್‌ಕೆ)- ಮೈಸೂರು ನಗರ ಸೇರಿದಂತೆ ಜಿಲ್ಲಾದ್ಯಂತ ಜಿಲ್ಲಾ 69 ನ್ಯಾಯಾಲಯಗಳಲ್ಲಿ ಆಗಸ್ಟ್ 14ರಂದು ಮೆಗಾ ಲೋಕ ಅದಾಲತ್ ನಡೆಯಲಿದ್ದು, ರಾಜೀ ಸಂಧಾನದ ಮೂಲಕ ಇತ್ಯರ್ಥಗೊಳಿಸಬಹುದಾದ 23,217 ಪ್ರಕರಣಗಳನ್ನು ಗುರುತಿಸಲಾಗಿದೆ ಎಂದು ಪ್ರಧಾನ ಜಿಲ್ಲಾ ಮತ್ತು ಸತ್ರ ನ್ಯಾಯಾಧೀಶರು ತಿಳಿಸಿದರು. ಮೋಟಾರು ವಾಹನ ಅಪಘಾತ, ಚೆಕ್ ಬೌನ್ಸ್, ಕೌಟುಂಬಿಕ ವ್ಯಾಜ್ಯ, ಭೂಸ್ವಾಧೀನ, ಬ್ಯಾಂಕ್ ಸಾಲ ವಸೂಲಾತಿ ಹಾಗೂ ಸಿವಿಲ್ ಪ್ರಕರಣಗಳನ್ನು ಲೋಕ ಅದಾಲತ್‌ನಲ್ಲಿ ಕೈಗೆತ್ತಿಕೊಳ್ಳಲಾಗುವುದು. ಕಕ್ಷಿದಾರರು ವಕೀಲರ ಮೂಲಕ ಅಥವಾ ನೇರವಾಗಿ ಹಾಜರಾಗಿ ತಮ್ಮ ಪ್ರಕರಣಗಳನ್ನು ಇತ್ಯರ್ಥಪಡಿಸಿಕೊಳ್ಳಬಹುದು. ನ್ಯಾಯಾಲಯಗಳಲ್ಲಿ ಬಾಕಿ ಇರುವ ಪ್ರಕರಣಗಳ ಜೊತೆಗೆ ವ್ಯಾಜ್ಯಪೂರ್ವ ಪ್ರಕರಣಗಳನ್ನೂ ಸಹ ಅದಾಲತ್‌ನಲ್ಲಿ ತೆಗೆದುಕೊಳ್ಳಲಾಗುವುದು. ಕೋವಿಡ್ ಮಾರ್ಗಸೂಚಿ ಪಾಲಿಸಿಕೊಂಡು ಅದಾಲತ್ ನಡೆಸಲಾಗುವುದು. ಸಾರ್ವಜನಿಕರು ಈ ಅವಕಾಶವನ್ನು ಸದುಪಯೋಗಪಡಿಸಿಕೊಳ್ಳಬೇಕು ಎಂದು ಮನವಿ ಮಾಡಿದರು. ಮೈಸೂರು ತಾಲೂಕು 8,585, ನಂಜನಗೂಡು 1,815, ಹುಣಸೂರು 892, ಕೆ.ಆರ್.ನಗರ 1,295, ತಿ.ನರಸೀಪುರ 1,809, ಪಿರಿಯಾಪಟ್ಟಣ 1,295 ಪ್ರಕರಣಗಳು ಸೇರಿವೆ. ಆನ್‌ಲೈನ್ ಪ್ರಯೋಜನ: ವಕೀಲರು ಮತ್ತು ಕಕ್ಷಿದಾರರು ಆನ್‌ಲೈನ್ ಮೂಲಕವೂ ಅದಾಲತ್‌ನಲ್ಲಿ ಭಾಗವಹಿಸಬಹುದು. ವಿಡಿಯೋ ಕಾನ್ಫರೆನ್ಸ್ ಮೂಲಕ ರಾಜೀ ಸಂಧಾನ ನಡೆಸಲು ವ್ಯವಸ್ಥೆ ಮಾಡಲಾಗಿದೆ. ಹೆಚ್ಚಿನ ಮಾಹಿತಿಗೆ ಜಿಲ್ಲಾ ಕಾನೂನು ಸೇವೆಗಳ ಪ್ರಾಧಿಕಾರದ ಕಚೇರಿಯನ್ನು ಸಂಪರ್ಕಿಸಬಹುದು. ವಕೀಲರ ಸಂಘದ ಅಧ್ಯಕ್ಷರು ಹಾಗೂ ಪದಾಧಿಕಾರಿಗಳು ಸಂಪೂರ್ಣ ಸಹಕಾರ ನೀಡುವುದಾಗಿ ಭರವಸೆ ನೀಡಿದ್ದಾರೆ ಎಂದರು. ಮೈಸೂರು, ಜು.31(ಆರ್‌ಕೆ)- ಮೈಸೂರು ನಗರ ಸೇರಿದಂತೆ ಜಿಲ್ಲಾದ್ಯಂತ ಜಿಲ್ಲಾ 69 ನ್ಯಾಯಾಲಯಗಳಲ್ಲಿ ಆಗಸ್ಟ್ 14ರಂದು ಮೆಗಾ ಲೋಕ ಅದಾಲತ್ ನಡೆಯಲಿದ್ದು, ರಾಜೀ ಸಂಧಾನದ ಮೂಲಕ ಇತ್ಯರ್ಥಗೊಳಿಸಬಹುದಾದ 23,217 ಪ್ರಕರಣಗಳನ್ನು ಗುರುತಿಸಲಾಗಿದೆ ಎಂದು ಪ್ರಧಾನ ಜಿಲ್ಲಾ ಮತ್ತು ಸತ್ರ ನ್ಯಾಯಾಧೀಶರು ತಿಳಿಸಿದರು. ಮೋಟಾರು ವಾಹನ ಅಪಘಾತ, ಚೆಕ್ ಬೌನ್ಸ್, ಕೌಟುಂಬಿಕ ವ್ಯಾಜ್ಯ, ಭೂಸ್ವಾಧೀನ, ಬ್ಯಾಂಕ್ ಸಾಲ ವಸೂಲಾತಿ ಹಾಗೂ ಸಿವಿಲ್ ಪ್ರಕರಣಗಳನ್ನು ಲೋಕ ಅದಾಲತ್‌ನಲ್ಲಿ ಕೈಗೆತ್ತಿಕೊಳ್ಳಲಾಗುವುದು. ಕಕ್ಷಿದಾರರು ವಕೀಲರ ಮೂಲಕ ಅಥವಾ ನೇರವಾಗಿ ಹಾಜರಾಗಿ ತಮ್ಮ ಪ್ರಕರಣಗಳನ್ನು ಇತ್ಯರ್ಥಪಡಿಸಿಕೊಳ್ಳಬಹುದು. ನ್ಯಾಯಾಲಯಗಳಲ್ಲಿ ಬಾಕಿ ಇರುವ ಪ್ರಕರಣಗಳ ಜೊತೆಗೆ ವ್ಯಾಜ್ಯಪೂರ್ವ ಪ್ರಕರಣಗಳನ್ನೂ ಸಹ ಅದಾಲತ್‌ನಲ್ಲಿ ತೆಗೆದುಕೊಳ್ಳಲಾಗುವುದು. ಕೋವಿಡ್ ಮಾರ್ಗಸೂಚಿ ಪಾಲಿಸಿಕೊಂಡು ಅದಾಲತ್ ನಡೆಸಲಾಗುವುದು. ಸಾರ್ವಜನಿಕರು ಈ ಅವಕಾಶವನ್ನು ಸದುಪಯೋಗಪಡಿಸಿಕೊಳ್ಳಬೇಕು ಎಂದು ಮನವಿ ಮಾಡಿದರು. ಮೈಸೂರು ತಾಲೂಕು 8,585, ನಂಜನಗೂಡು 1,815, ಹುಣಸೂರು 892, ಕೆ.ಆರ್.ನಗರ 1,295, ತಿ.ನರಸೀಪುರ 1,809, ಪಿರಿಯಾಪಟ್ಟಣ 1,295 ಪ್ರಕರಣಗಳು ಸೇರಿವೆ. ಆನ್‌ಲೈನ್ ಪ್ರಯೋಜನ: ವಕೀಲರು ಮತ್ತು ಕಕ್ಷಿದಾರರು ಆನ್‌ಲೈನ್ ಮೂಲಕವೂ ಅದಾಲತ್‌ನಲ್ಲಿ ಭಾಗವಹಿಸಬಹುದು. ವಿಡಿಯೋ ಕಾನ್ಫರೆನ್ಸ್ ಮೂಲಕ ರಾಜೀ ಸಂಧಾನ ನಡೆಸಲು ವ್ಯವಸ್ಥೆ ಮಾಡಲಾಗಿದೆ. ಹೆಚ್ಚಿನ ಮಾಹಿತಿಗೆ ಜಿಲ್ಲಾ ಕಾನೂನು ಸೇವೆಗಳ ಪ್ರಾಧಿಕಾರದ ಕಚೇರಿಯನ್ನು ಸಂಪರ್ಕಿಸಬಹುದು. ವಕೀಲರ ಸಂಘದ ಅಧ್ಯಕ್ಷರು ಹಾಗೂ ಪದಾಧಿಕಾರಿಗಳು ಸಂಪೂರ್ಣ ಸಹಕಾರ ನೀಡುವುದಾಗಿ ಭರವಸೆ ನೀಡಿದ್ದಾರೆ ಎಂದರು. (287, 181, 773, 302)
checkpost-story (287, 1124, 910, 1394)
bommai-body: ಬೆಂಗಳೂರು, ಜು.31- ಕರ್ನಾಟಕ ಸಚಿವ ಸಂಪುಟ ವಿಸ್ತರಣೆಗೆ ಕ್ಷಣಗಣನೆ ಆರಂಭವಾಗುತ್ತಿದ್ದಂತೆ ಸಚಿವ ಸ್ಥಾನಾಕಾಂಕ್ಷಿಗಳ ಲಾಬಿ ತೀವ್ರಗೊಂಡಿದೆ. ಹಿರಿಯ ಶಾಸಕರು ದೆಹಲಿಗೆ ತೆರಳಿ ವರಿಷ್ಠರನ್ನು ಭೇಟಿಯಾಗಿ ಸಚಿವ ಸ್ಥಾನ ನೀಡುವಂತೆ ಒತ್ತಡ ಹೇರುತ್ತಿದ್ದಾರೆ. ಮಾಜಿ ಸಿಎಂ ಯಡಿಯೂರಪ್ಪ ಅವರ ಆಪ್ತರು ಸಂಪುಟದಲ್ಲಿ ಸ್ಥಾನ ಪಡೆಯುವ ಪ್ರಯತ್ನ ನಡೆಸಿದ್ದಾರೆ. ಯಡಿಯೂರಪ್ಪ ಅವರ ಸಂಪುಟದಲ್ಲಿದ್ದ ಹಲವು ಸಚಿವರು ಮತ್ತೆ ಸ್ಥಾನ ಪಡೆಯುವ ನಿರೀಕ್ಷೆಯಲ್ಲಿದ್ದಾರೆ. ಪ್ರಾದೇಶಿಕ ಮತ್ತು ಜಾತಿ ಸಮೀಕರಣದ ಆಧಾರದ ಮೇಲೆ ಸಂಪುಟ ರಚನೆ ನಡೆಯಲಿದೆ ಎನ್ನಲಾಗಿದೆ. ಜೆಡಿಎಸ್ ಮತ್ತು ಕಾಂಗ್ರೆಸ್‌ನಿಂದ ಬಂದ 17 ಶಾಸಕರಲ್ಲಿ ಬಹುತೇಕರು ಸಂಪುಟದಲ್ಲಿ ಮುಂದುವರೆಯುವ ಸಾಧ್ಯತೆ ಇದೆ. ಮೈಸೂರು ಭಾಗದ ಶಾಸಕರು ಸಹ ಸಚಿವ ಸ್ಥಾನಕ್ಕಾಗಿ ಪೈಪೋಟಿ ನಡೆಸಿದ್ದಾರೆ. ಹಿರಿತನದ ಆಧಾರದ ಮೇಲೆ ಅವಕಾಶ ನೀಡಬೇಕು ಎಂಬ ಒತ್ತಾಯ ಕೇಳಿಬಂದಿದೆ. ಪಕ್ಷದ ವರಿಷ್ಠರ ಜೊತೆ ಚರ್ಚಿಸಿ ಅಂತಿಮ ಪಟ್ಟಿ ಸಿದ್ಧಪಡಿಸಲಾಗುವುದು ಎಂದು ಮುಖ್ಯಮಂತ್ರಿ ತಿಳಿಸಿದ್ದಾರೆ. ಉಪಮುಖ್ಯಮಂತ್ರಿ ಸ್ಥಾನಗಳ ಬಗ್ಗೆಯೂ ಚರ್ಚೆ ನಡೆಯುತ್ತಿದೆ. ಹೊಸಬರಿಗೆ ಹೆಚ್ಚಿನ ಅವಕಾಶ ನೀಡುವ ಮೂಲಕ ಪಕ್ಷವನ್ನು ಸಂಘಟಿಸುವ ಉದ್ದೇಶ ಹೊಂದಲಾಗಿದೆ. ಮುಂದಿನ ವಿಧಾನಸಭಾ ಚುನಾವಣೆಯನ್ನು ಗಮನದಲ್ಲಿಟ್ಟುಕೊಂಡು ಸಂಪುಟ ರಚನೆ ನಡೆಯಲಿದೆ ಎಂದು ಮೂಲಗಳು ತಿಳಿಸಿವೆ. ಬೆಂಗಳೂರು, ಜು.31- ಕರ್ನಾಟಕ ಸಚಿವ ಸಂಪುಟ ವಿಸ್ತರಣೆಗೆ ಕ್ಷಣಗಣನೆ ಆರಂಭವಾಗುತ್ತಿದ್ದಂತೆ ಸಚಿವ ಸ್ಥಾನಾಕಾಂಕ್ಷಿಗಳ ಲಾಬಿ ತೀವ್ರಗೊಂಡಿದೆ. ಹಿರಿಯ ಶಾಸಕರು ದೆಹಲಿಗೆ ತೆರಳಿ ವರಿಷ್ಠರನ್ನು ಭೇಟಿಯಾಗಿ ಸಚಿವ ಸ್ಥಾನ ನೀಡುವಂತೆ ಒತ್ತಡ ಹೇರುತ್ತಿದ್ದಾರೆ. ಮಾಜಿ ಸಿಎಂ ಯಡಿಯೂರಪ್ಪ ಅವರ ಆಪ್ತರು ಸಂಪುಟದಲ್ಲಿ ಸ್ಥಾನ ಪಡೆಯುವ ಪ್ರಯತ್ನ ನಡೆಸಿದ್ದಾರೆ. ಯಡಿಯೂರಪ್ಪ ಅವರ ಸಂಪುಟದಲ್ಲಿದ್ದ ಹಲವು ಸಚಿವರು ಮತ್ತೆ ಸ್ಥಾನ ಪಡೆಯುವ ನಿರೀಕ್ಷೆಯಲ್ಲಿದ್ದಾರೆ. ಪ್ರಾದೇಶಿಕ ಮತ್ತು ಜಾತಿ ಸಮೀಕರಣದ ಆಧಾರದ ಮೇಲೆ ಸಂಪುಟ ರಚನೆ ನಡೆಯಲಿದೆ ಎನ್ನಲಾಗಿದೆ. ಜೆಡಿಎಸ್ ಮತ್ತು ಕಾಂಗ್ರೆಸ್‌ನಿಂದ ಬಂದ 17 ಶಾಸಕರಲ್ಲಿ ಬಹುತೇಕರು ಸಂಪುಟದಲ್ಲಿ ಮುಂದುವರೆಯುವ ಸಾಧ್ಯತೆ ಇದೆ. ಮೈಸೂರು ಭಾಗದ ಶಾಸಕರು ಸಹ ಸಚಿವ ಸ್ಥಾನಕ್ಕಾಗಿ ಪೈಪೋಟಿ ನಡೆಸಿದ್ದಾರೆ. ಹಿರಿತನದ ಆಧಾರದ ಮೇಲೆ ಅವಕಾಶ ನೀಡಬೇಕು ಎಂಬ ಒತ್ತಾಯ ಕೇಳಿಬಂದಿದೆ. ಪಕ್ಷದ ವರಿಷ್ಠರ ಜೊತೆ ಚರ್ಚಿಸಿ ಅಂತಿಮ ಪಟ್ಟಿ ಸಿದ್ಧಪಡಿಸಲಾಗುವುದು ಎಂದು ಮುಖ್ಯಮಂತ್ರಿ ತಿಳಿಸಿದ್ದಾರೆ. ಉಪಮುಖ್ಯಮಂತ್ರಿ ಸ್ಥಾನಗಳ ಬಗ್ಗೆಯೂ ಚರ್ಚೆ ನಡೆಯುತ್ತಿದೆ. ಹೊಸಬರಿಗೆ ಹೆಚ್ಚಿನ ಅವಕಾಶ ನೀಡುವ ಮೂಲಕ ಪಕ್ಷವನ್ನು ಸಂಘಟಿಸುವ ಉದ್ದೇಶ ಹೊಂದಲಾಗಿದೆ. ಮುಂದಿನ ವಿಧಾನಸಭಾ ಚುನಾವಣೆಯನ್ನು ಗಮನದಲ್ಲಿಟ್ಟುಕೊಂಡು ಸಂಪುಟ ರಚನೆ ನಡೆಯಲಿದೆ ಎಂದು ಮೂಲಗಳು ತಿಳಿಸಿವೆ. ಬೆಂಗಳೂರು, ಜು.31- ಕರ್ನಾಟಕ ಸಚಿವ ಸಂಪುಟ ವಿಸ್ತರಣೆಗೆ ಕ್ಷಣಗಣನೆ ಆರಂಭವಾಗುತ್ತಿದ್ದಂತೆ ಸಚಿವ ಸ್ಥಾನಾಕಾಂಕ್ಷಿಗಳ ಲಾಬಿ ತೀವ್ರಗೊಂಡಿದೆ. ಹಿರಿಯ ಶಾಸಕರು ದೆಹಲಿಗೆ ತೆರಳಿ ವರಿಷ್ಠರನ್ನು ಭೇಟಿಯಾಗಿ ಸಚಿವ ಸ್ಥಾನ ನೀಡುವಂತೆ ಒತ್ತಡ ಹೇರುತ್ತಿದ್ದಾರೆ. ಮಾಜಿ ಸಿಎಂ ಯಡಿಯೂರಪ್ಪ ಅವರ ಆಪ್ತರು ಸಂಪುಟದಲ್ಲಿ ಸ್ಥಾನ ಪಡೆಯುವ ಪ್ರಯತ್ನ ನಡೆಸಿದ್ದಾರೆ. ಯಡಿಯೂರಪ್ಪ ಅವರ ಸಂಪುಟದಲ್ಲಿದ್ದ ಹಲವು ಸಚಿವರು ಮತ್ತೆ ಸ್ಥಾನ ಪಡೆಯುವ ನಿರೀಕ್ಷೆಯಲ್ಲಿದ್ದಾರೆ. ಪ್ರಾದೇಶಿಕ ಮತ್ತು ಜಾತಿ ಸಮೀಕರಣದ ಆಧಾರದ ಮೇಲೆ ಸಂಪುಟ ರಚನೆ ನಡೆಯಲಿದೆ ಎನ್ನಲಾಗಿದೆ. ಜೆಡಿಎಸ್ ಮತ್ತು ಕಾಂಗ್ರೆಸ್‌ನಿಂದ ಬಂದ 17 ಶಾಸಕರಲ್ಲಿ ಬಹುತೇಕರು ಸಂಪುಟದಲ್ಲಿ ಮುಂದುವರೆಯುವ ಸಾಧ್ಯತೆ ಇದೆ. ಮೈಸೂರು ಭಾಗದ ಶಾಸಕರು ಸಹ ಸಚಿವ ಸ್ಥಾನಕ್ಕಾಗಿ ಪೈಪೋಟಿ ನಡೆಸಿದ್ದಾರೆ. ಹಿರಿತನದ ಆಧಾರದ ಮೇಲೆ ಅವಕಾಶ ನೀಡಬೇಕು ಎಂಬ ಒತ್ತಾಯ ಕೇಳಿಬಂದಿದೆ. ಪಕ್ಷದ ವರಿಷ್ಠರ ಜೊತೆ ಚರ್ಚಿಸಿ ಅಂತಿಮ ಪಟ್ಟಿ ಸಿದ್ಧಪಡಿಸಲಾಗುವುದು ಎಂದು ಮುಖ್ಯಮಂತ್ರಿ ತಿಳಿಸಿದ್ದಾರೆ. ಉಪಮುಖ್ಯಮಂತ್ರಿ ಸ್ಥಾನಗಳ ಬಗ್ಗೆಯೂ ಚರ್ಚೆ ನಡೆಯುತ್ತಿದೆ. ಹೊಸಬರಿಗೆ ಹೆಚ್ಚಿನ ಅವಕಾಶ ನೀಡುವ ಮೂಲಕ ಪಕ್ಷವನ್ನು ಸಂಘಟಿಸುವ ಉದ್ದೇಶ ಹೊಂದಲಾಗಿದೆ. ಮುಂದಿನ ವಿಧಾನಸಭಾ ಚುನಾವಣೆಯನ್ನು ಗಮನದಲ್ಲಿಟ್ಟುಕೊಂಡು ಸಂಪುಟ ರಚನೆ ನಡೆಯಲಿದೆ ಎಂದು ಮೂಲಗಳು ತಿಳಿಸಿವೆ. (541, 471, 767, 781)
hyd-title-1: ಹೈದರಾಬಾದ್ ಆಫ್ (786, 83, 850, 94)
caption: ಜಯಚಂದ್ರ (556, 962, 576, 968)
